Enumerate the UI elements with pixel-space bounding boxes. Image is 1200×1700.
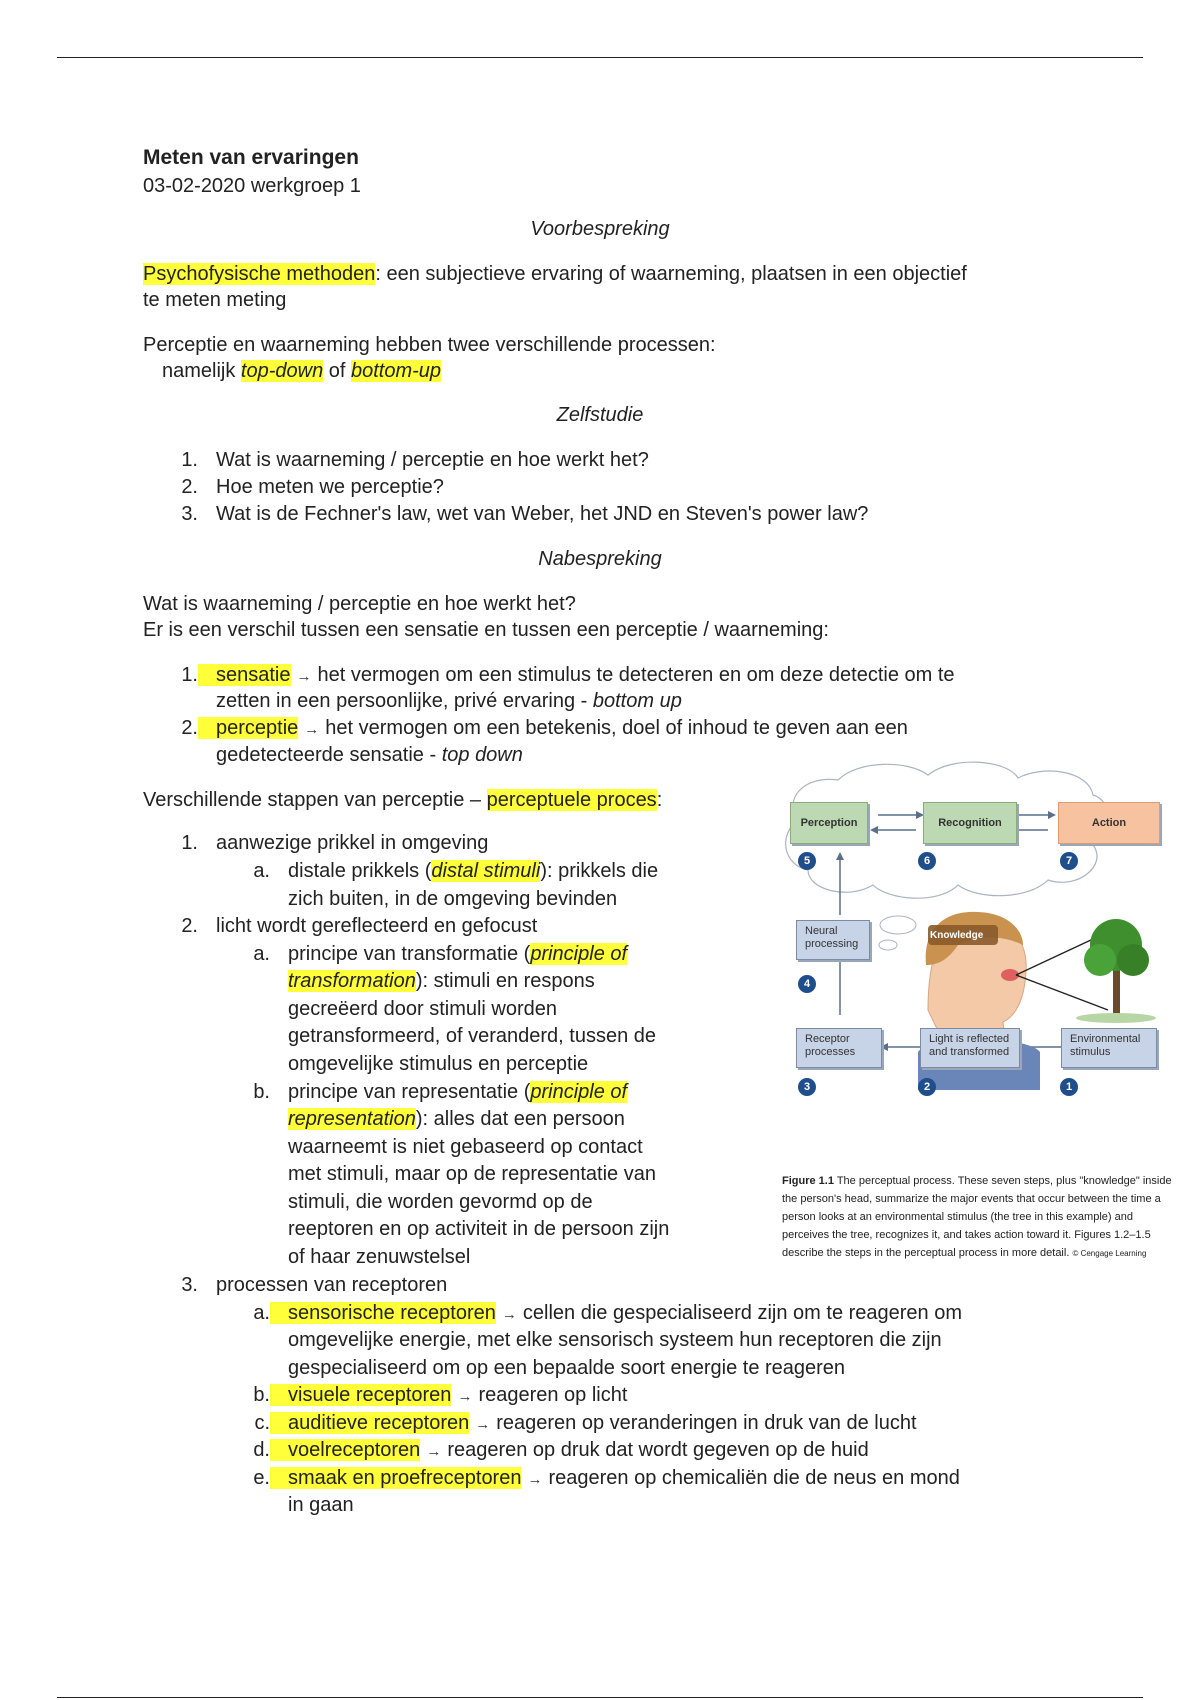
- perceptie-intro: Perceptie en waarneming hebben twee verschillende processen:: [143, 334, 716, 356]
- tree-icon: [1076, 919, 1156, 1023]
- receptor-item: [270, 1410, 917, 1438]
- sensatie-line2: [216, 688, 682, 714]
- step1a-pre: distale prikkels (: [288, 860, 432, 882]
- step2b-line4: met stimuli, maar op de representatie van: [288, 1163, 656, 1185]
- intro-pre: namelijk: [162, 360, 241, 382]
- highlight-top-down: top-down: [240, 360, 324, 382]
- heading-nabespreking: Nabespreking: [538, 548, 662, 570]
- receptor-e-cont: in gaan: [288, 1494, 354, 1516]
- step1-text: aanwezige prikkel in omgeving: [216, 832, 489, 854]
- heading-zelfstudie: Zelfstudie: [556, 404, 644, 426]
- step1a-post: ): prikkels die: [540, 860, 659, 882]
- arrow-icon: →: [457, 1388, 473, 1405]
- highlight-perceptie: perceptie: [198, 717, 298, 739]
- step2a-line1: [288, 941, 627, 967]
- perceptual-process-figure: [778, 760, 1188, 1280]
- arrow-icon: →: [501, 1306, 517, 1323]
- highlight-representation: representation: [288, 1108, 416, 1130]
- highlight-principle-of: principle of: [530, 1081, 628, 1103]
- neural-processing-box: Neural processing: [796, 920, 870, 960]
- nab-line1: Wat is waarneming / perceptie en hoe werkt het?: [143, 593, 576, 615]
- step2a-line5: omgevelijke stimulus en perceptie: [288, 1053, 589, 1075]
- sensatie-text2: zetten in een persoonlijke, privé ervaring -: [216, 690, 593, 712]
- sensatie-text: het vermogen om een stimulus te detecteren en om deze detectie om te: [317, 664, 955, 686]
- page-title: Meten van ervaringen: [143, 146, 359, 169]
- step1a-line2: zich buiten, in de omgeving bevinden: [288, 888, 618, 910]
- action-box: Action: [1058, 802, 1160, 844]
- receptor-item: [270, 1465, 960, 1493]
- substep-letter: b.: [253, 1081, 270, 1103]
- substep-letter: a.: [253, 1302, 270, 1324]
- receptor-item: [270, 1382, 627, 1410]
- step2b-line7: of haar zenuwstelsel: [288, 1246, 471, 1268]
- step-badge: 1: [1060, 1078, 1078, 1096]
- stappen-post: :: [656, 789, 663, 811]
- step1a-line1: [288, 858, 658, 884]
- knowledge-label: Knowledge: [930, 930, 984, 941]
- perceptie-tag: top down: [441, 744, 523, 766]
- step-badge: 5: [798, 852, 816, 870]
- receptor-text: cellen die gespecialiseerd zijn om te reageren om: [522, 1302, 963, 1324]
- perceptie-intro-line2: [162, 358, 441, 384]
- substep-letter: c.: [254, 1412, 270, 1434]
- stappen-line: [143, 787, 662, 813]
- receptor-text: reageren op veranderingen in druk van de lucht: [496, 1412, 917, 1434]
- perceptie-number: 2.: [181, 717, 198, 739]
- highlight-distal-stimuli: distal stimuli: [431, 860, 541, 882]
- receptor-a-cont2: gespecialiseerd om op een bepaalde soort energie te reageren: [288, 1357, 846, 1379]
- arrow-icon: →: [527, 1471, 543, 1488]
- sensatie-line1: [198, 662, 955, 690]
- substep-letter: a.: [253, 943, 270, 965]
- arrow-icon: →: [304, 721, 320, 738]
- perceptie-text2: gedetecteerde sensatie -: [216, 744, 442, 766]
- step-badge: 2: [918, 1078, 936, 1096]
- psychofysisch-text: : een subjectieve ervaring of waarneming, plaatsen in een objectief: [375, 263, 967, 285]
- question-1: Wat is waarneming / perceptie en hoe werkt het?: [216, 449, 649, 471]
- nab-line2: Er is een verschil tussen een sensatie en tussen een perceptie / waarneming:: [143, 619, 829, 641]
- highlight-visuele-receptoren: visuele receptoren: [270, 1384, 451, 1406]
- step2b-line1: [288, 1079, 627, 1105]
- stappen-pre: Verschillende stappen van perceptie –: [143, 789, 487, 811]
- step3-text: processen van receptoren: [216, 1274, 448, 1296]
- thought-bubble: [879, 940, 897, 950]
- step2a-line3: gecreëerd door stimuli worden: [288, 998, 558, 1020]
- receptor-a-cont1: omgevelijke energie, met elke sensorisch systeem hun receptoren die zijn: [288, 1329, 942, 1351]
- substep-letter: d.: [253, 1439, 270, 1461]
- step2a-pre: principe van transformatie (: [288, 943, 531, 965]
- light-reflected-box: Light is reflected and transformed: [920, 1028, 1020, 1068]
- question-3: Wat is de Fechner's law, wet van Weber, het JND en Steven's power law?: [216, 503, 869, 525]
- receptor-text: reageren op licht: [478, 1384, 628, 1406]
- highlight-auditieve-receptoren: auditieve receptoren: [270, 1412, 469, 1434]
- step-number: 2.: [181, 915, 198, 937]
- step2b-line3: waarneemt is niet gebaseerd op contact: [288, 1136, 643, 1158]
- perceptie-text: het vermogen om een betekenis, doel of inhoud te geven aan een: [325, 717, 908, 739]
- figure-caption: [782, 1172, 1182, 1263]
- header-rule: [57, 57, 1143, 58]
- receptor-item: [270, 1437, 869, 1465]
- sensatie-number: 1.: [181, 664, 198, 686]
- step-badge: 3: [798, 1078, 816, 1096]
- highlight-transformation: transformation: [288, 970, 416, 992]
- substep-letter: b.: [253, 1384, 270, 1406]
- highlight-bottom-up: bottom-up: [351, 360, 442, 382]
- step-badge: 7: [1060, 852, 1078, 870]
- arrow-icon: →: [296, 668, 312, 685]
- step2a-line4: getransformeerd, of veranderd, tussen de: [288, 1025, 656, 1047]
- question-number: 1.: [181, 449, 198, 471]
- intro-mid: of: [323, 360, 351, 382]
- receptor-text: reageren op druk dat wordt gegeven op de huid: [447, 1439, 869, 1461]
- question-number: 3.: [181, 503, 198, 525]
- heading-voorbespreking: Voorbespreking: [530, 218, 670, 240]
- psychofysisch-line2: te meten meting: [143, 289, 287, 311]
- step2-text: licht wordt gereflecteerd en gefocust: [216, 915, 538, 937]
- step2b-post: ): alles dat een persoon: [415, 1108, 625, 1130]
- perception-box: Perception: [790, 802, 868, 844]
- substep-letter: e.: [253, 1467, 270, 1489]
- receptor-item: [270, 1300, 962, 1328]
- highlight-perceptuele-proces: perceptuele proces: [486, 789, 657, 811]
- caption-text: The perceptual process. These seven steps, plus "knowledge" inside the person's head, summarize the major events that occur between the time a person looks at an environmental stimulus (the tree in this example) and perceives the tree, recognizes it, and takes action toward it. Figures 1.2–1.5 describe the steps in the perceptual process in more detail.: [782, 1175, 1172, 1259]
- step2b-line2: [288, 1106, 625, 1132]
- arrow-icon: →: [426, 1443, 442, 1460]
- caption-label: Figure 1.1: [782, 1175, 834, 1187]
- step2a-line2: [288, 968, 595, 994]
- thought-bubble: [880, 916, 916, 934]
- step2b-pre: principe van representatie (: [288, 1081, 531, 1103]
- sensatie-tag: bottom up: [592, 690, 682, 712]
- step2b-line6: reeptoren en op activiteit in de persoon zijn: [288, 1218, 670, 1240]
- highlight-voelreceptoren: voelreceptoren: [270, 1439, 420, 1461]
- receptor-processes-box: Receptor processes: [796, 1028, 882, 1068]
- perceptie-line2: [216, 742, 523, 768]
- step-number: 1.: [181, 832, 198, 854]
- step-number: 3.: [181, 1274, 198, 1296]
- step-badge: 6: [918, 852, 936, 870]
- highlight-sensatie: sensatie: [198, 664, 291, 686]
- step2b-line5: stimuli, die worden gevormd op de: [288, 1191, 593, 1213]
- recognition-box: Recognition: [923, 802, 1017, 844]
- footer-rule: [57, 1697, 1143, 1698]
- step2a-post: ): stimuli en respons: [415, 970, 595, 992]
- highlight-sensorische-receptoren: sensorische receptoren: [270, 1302, 496, 1324]
- page-subtitle: 03-02-2020 werkgroep 1: [143, 175, 361, 197]
- arrow-icon: →: [475, 1416, 491, 1433]
- question-number: 2.: [181, 476, 198, 498]
- highlight-psychofysisch: Psychofysische methoden: [143, 263, 376, 285]
- question-2: Hoe meten we perceptie?: [216, 476, 444, 498]
- perceptie-line1: [198, 715, 908, 743]
- caption-credit: © Cengage Learning: [1072, 1249, 1147, 1258]
- psychofysisch-line: [143, 261, 967, 287]
- step-badge: 4: [798, 975, 816, 993]
- substep-letter: a.: [253, 860, 270, 882]
- highlight-smaak-proefreceptoren: smaak en proefreceptoren: [270, 1467, 521, 1489]
- environmental-stimulus-box: Environmental stimulus: [1061, 1028, 1157, 1068]
- receptor-text: reageren op chemicaliën die de neus en mond: [548, 1467, 960, 1489]
- highlight-principle-of: principle of: [530, 943, 628, 965]
